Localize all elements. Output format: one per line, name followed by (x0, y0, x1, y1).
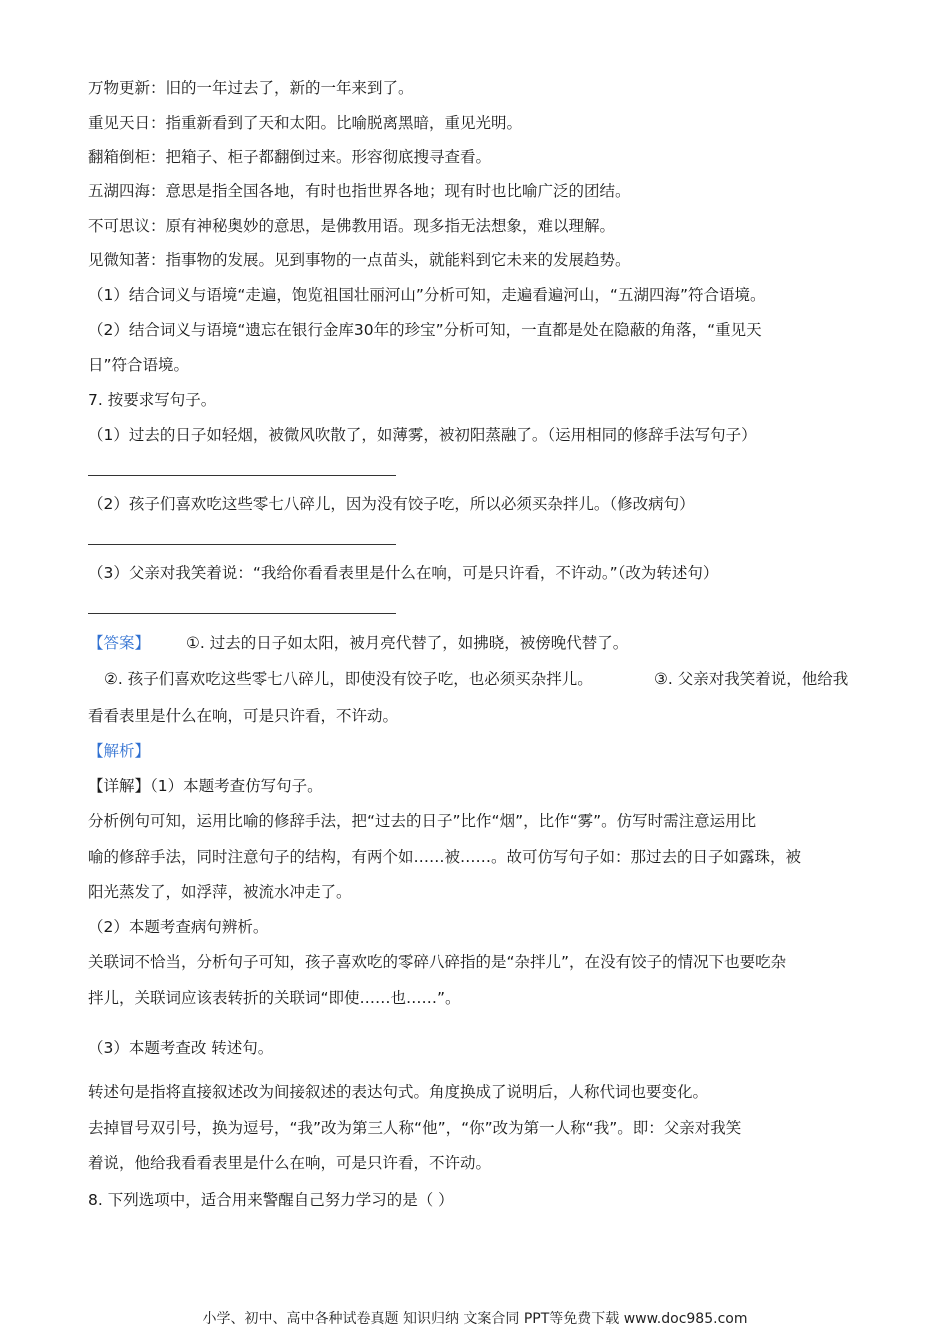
q7-sentence-1: （1）过去的日子如轻烟，被微风吹散了，如薄雾，被初阳蒸融了。（运用相同的修辞手法写句子） (88, 426, 757, 444)
answer-2: ②. 孩子们喜欢吃这些零七八碎儿，即使没有饺子吃，也必须买杂拌儿。 (104, 670, 593, 688)
answer-3a: ③. 父亲对我笑着说，他给我 (654, 670, 849, 688)
definition-line: 五湖四海：意思是指全国各地，有时也指世界各地；现有时也比喻广泛的团结。 (88, 182, 631, 200)
detail-tag: 【详解】 (88, 777, 151, 795)
page-footer: 小学、初中、高中各种试卷真题 知识归纳 文案合同 PPT等免费下载 www.doc985.com (202, 1311, 748, 1327)
definition-line: 重见天日：指重新看到了天和太阳。比喻脱离黑暗，重见光明。 (88, 114, 523, 132)
answer-blank-2[interactable] (88, 544, 396, 545)
definition-line: 见微知著：指事物的发展。见到事物的一点苗头，就能料到它未来的发展趋势。 (88, 251, 631, 269)
detail-1-para-1: 分析例句可知，运用比喻的修辞手法，把“过去的日子”比作“烟”，比作“雾”。仿写时需注意运用比 (88, 812, 757, 830)
definition-line: 翻箱倒柜：把箱子、柜子都翻倒过来。形容彻底搜寻查看。 (88, 148, 492, 166)
detail-3-para-1: 转述句是指将直接叙述改为间接叙述的表达句式。角度换成了说明后，人称代词也要变化。 (88, 1083, 709, 1101)
answer-3b: 看看表里是什么在响，可是只许看，不许动。 (88, 707, 399, 725)
detail-2-para-2: 拌儿，关联词应该表转折的关联词“即使……也……”。 (88, 989, 461, 1007)
answer-blank-3[interactable] (88, 613, 396, 614)
detail-1-para-2: 喻的修辞手法，同时注意句子的结构，有两个如……被……。故可仿写句子如：那过去的日子如露珠，被 (88, 848, 802, 866)
q8-title: 8. 下列选项中，适合用来警醒自己努力学习的是（ ） (88, 1191, 454, 1209)
q7-sentence-2: （2）孩子们喜欢吃这些零七八碎儿，因为没有饺子吃，所以必须买杂拌儿。（修改病句） (88, 495, 695, 513)
answer-tag: 【答案】 (88, 634, 151, 652)
analysis-tag: 【解析】 (88, 742, 151, 760)
definition-line: 万物更新：旧的一年过去了，新的一年来到了。 (88, 79, 414, 97)
q7-sentence-3: （3）父亲对我笑着说：“我给你看看表里是什么在响，可是只许看，不许动。”（改为转述句） (88, 564, 719, 582)
detail-1: （1）本题考查仿写句子。 (150, 777, 323, 795)
answer-blank-1[interactable] (88, 475, 396, 476)
q7-title: 7. 按要求写句子。 (88, 391, 217, 409)
detail-2-para-1: 关联词不恰当，分析句子可知，孩子喜欢吃的零碎八碎指的是“杂拌儿”，在没有饺子的情况下也要吃杂 (88, 953, 787, 971)
detail-3-para-3: 着说，他给我看看表里是什么在响，可是只许看，不许动。 (88, 1154, 492, 1172)
definition-line: 不可思议：原有神秘奥妙的意思，是佛教用语。现多指无法想象，难以理解。 (88, 217, 616, 235)
detail-1-line (88, 776, 323, 796)
detail-1-para-3: 阳光蒸发了，如浮萍，被流水冲走了。 (88, 883, 352, 901)
q6-analysis-2b: 日”符合语境。 (88, 356, 190, 374)
q6-analysis-1: （1）结合词义与语境“走遍，饱览祖国壮丽河山”分析可知，走遍看遍河山，“五湖四海”符合语境。 (88, 286, 766, 304)
q6-analysis-2a: （2）结合词义与语境“遗忘在银行金库30年的珍宝”分析可知，一直都是处在隐蔽的角落，“重见天 (88, 321, 762, 339)
answer-1: ①. 过去的日子如太阳，被月亮代替了，如拂晓，被傍晚代替了。 (186, 634, 629, 652)
detail-2: （2）本题考查病句辨析。 (88, 918, 269, 936)
detail-3: （3）本题考查改 转述句。 (88, 1039, 274, 1057)
detail-3-para-2: 去掉冒号双引号，换为逗号，“我”改为第三人称“他”，“你”改为第一人称“我”。即：父亲对我笑 (88, 1119, 742, 1137)
